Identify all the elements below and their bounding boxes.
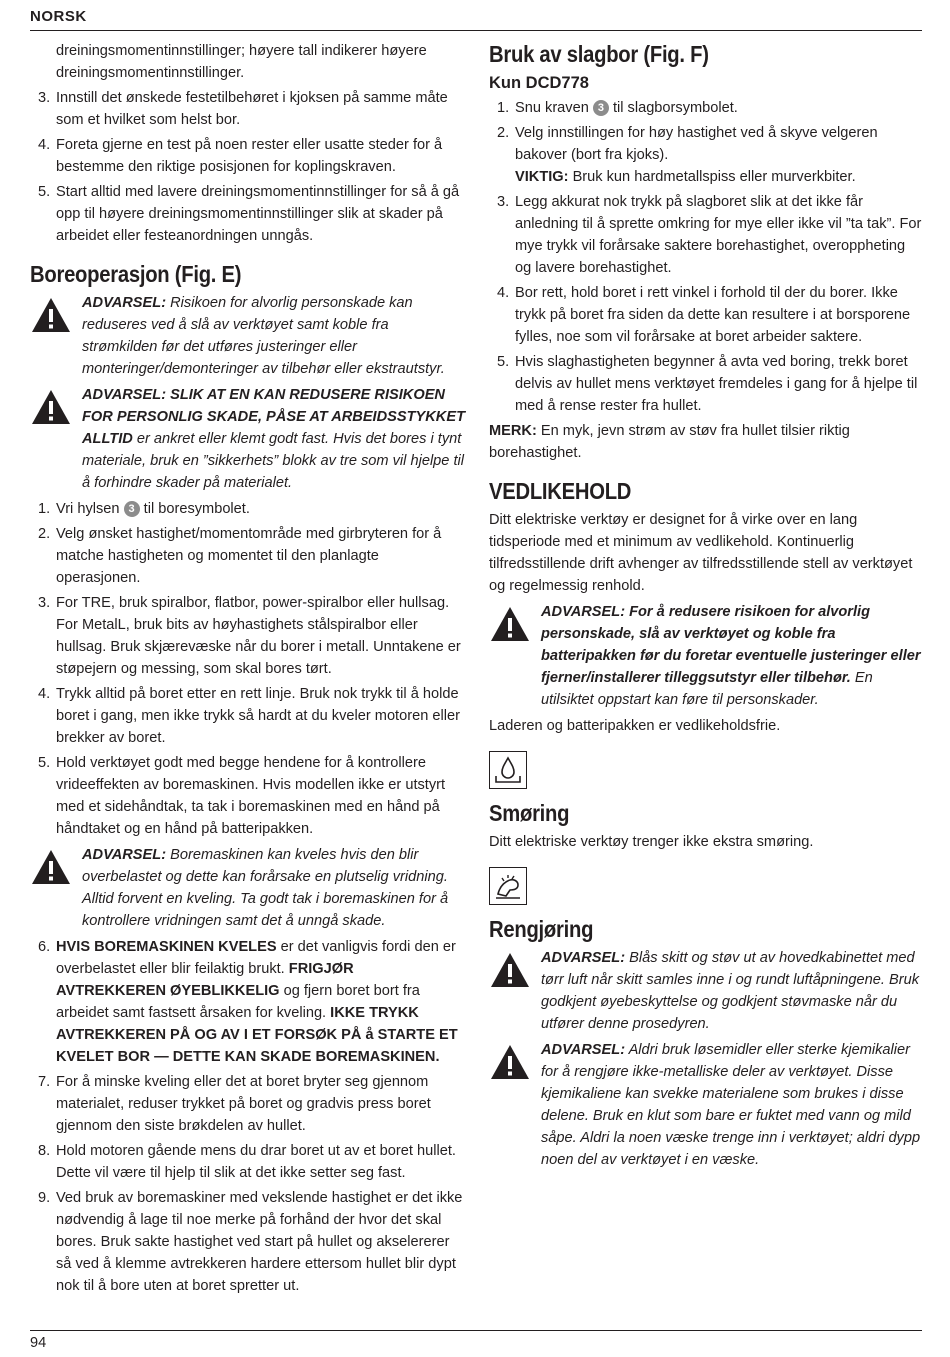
warning-block: ADVARSEL: Boremaskinen kan kveles hvis den blir overbelastet og dette kan forårsake en plutselig vridning. Alltid forvent en kveling. Ta godt tak i boremaskinen for å kontrollere vridningen samt det å unngå skade. xyxy=(30,844,466,932)
warning-triangle-icon xyxy=(30,848,72,886)
maintenance-paragraph: Ditt elektriske verktøy er designet for å virke over en lang tidsperiode med et minimum av vedlikehold. Kontinuerlig tilfredsstillende drift avhenger av tilfredsstillende stell av verktøyet og regelmessig renhold. xyxy=(489,512,913,594)
list-item: 3. Legg akkurat nok trykk på slagboret slik at det ikke får anledning til å sprette omkring for mye eller ikke vil ”ta tak”. For mye trykk vil forårsake saktere borehastighet, overoppheting og lavere borehastighet. xyxy=(497,194,922,276)
important-label: VIKTIG: xyxy=(515,169,569,185)
list-item: 2. Velg ønsket hastighet/momentområde med girbryteren for å matche hastigheten og momentet til den planlagte operasjonen. xyxy=(38,526,442,586)
list-item: 8. Hold motoren gående mens du drar boret ut av et boret hullet. Dette vil være til hjelp til slik at det ikke setter seg fast. xyxy=(38,1143,456,1181)
note-paragraph: MERK: En myk, jevn strøm av støv fra hullet tilsier riktig borehastighet. xyxy=(489,423,850,461)
heading-smoring: Smøring xyxy=(489,800,570,826)
warning-block: ADVARSEL: Blås skitt og støv ut av hovedkabinettet med tørr luft når skitt samles inne i og rundt luftåpningene. Bruk godkjent øyebeskyttelse og godkjent støvmaske når du utfører denne prosedyren. xyxy=(489,947,923,1035)
list-drilling-steps xyxy=(30,498,466,840)
list-item: 6. HVIS BOREMASKINEN KVELES er det vanligvis fordi den er overbelastet eller blir feilaktig brukt. FRIGJØR AVTREKKEREN ØYEBLIKKELIG og fjern boret bort fra arbeidet samt fastsett årsaken for kveling. IKKE TRYKK AVTREKKEREN PÅ OG AV I ET FORSØK PÅ å STARTE ET KVELET BOR — DETTE KAN SKADE BOREMASKINEN. xyxy=(38,939,458,1065)
list-item: 3. Innstill det ønskede festetilbehøret i kjoksen på samme måte som et hvilket som helst bor. xyxy=(38,90,448,128)
list-item: 5. Start alltid med lavere dreiningsmomentinnstillinger for så å gå opp til høyere dreiningsmomentinnstillinger slik at skader på arbeidet eller festeanordningen unngås. xyxy=(38,184,460,244)
list-item: 9. Ved bruk av boremaskiner med vekslende hastighet er det ikke nødvendig å lage til noe merke på forhånd der hvor det skal bores. Bruk sakte hastighet ved start på hullet og akselererer så ved å klemme avtrekkeren hardere ettersom hullet blir dypt nok til å bore uten at boret spretter ut. xyxy=(38,1190,463,1294)
warning-label: ADVARSEL: xyxy=(541,1042,626,1058)
callout-badge: 3 xyxy=(593,100,609,116)
list-item: 2. Velg innstillingen for høy hastighet ved å skyve velgeren bakover (bort fra kjoks). VIKTIG: Bruk kun hardmetallspiss eller murverkbiter. xyxy=(497,125,878,185)
warning-triangle-icon xyxy=(489,605,531,643)
warning-label: ADVARSEL: xyxy=(541,950,626,966)
list-item: 1. Snu kraven 3 til slagborsymbolet. xyxy=(497,100,738,116)
list-item: 5. Hold verktøyet godt med begge hendene for å kontrollere vrideeffekten av boremaskinen. Hvis modellen ikke er utstyrt med et sidehåndtak, ta tak i boremaskinen med en hånd på håndtaket og en hånd på batteripakken. xyxy=(38,755,446,837)
warning-block: ADVARSEL: For å redusere risikoen for alvorlig personskade, slå av verktøyet og koble fra batteripakken før du foretar eventuelle justeringer eller fjerner/installerer tilleggsutstyr eller tilbehør. En utilsiktet oppstart kan føre til personskader. xyxy=(489,601,923,711)
list-item: 4. Trykk alltid på boret etter en rett linje. Bruk nok trykk til å holde boret i gang, men ikke trykk så hardt at du kveler motoren eller brekker av boret. xyxy=(38,686,460,746)
language-label: NORSK xyxy=(30,8,87,25)
heading-rengjoring: Rengjøring xyxy=(489,916,594,942)
list-item: 4. Foreta gjerne en test på noen rester eller usatte steder for å bestemme den riktige posisjonen for koplingskraven. xyxy=(38,137,443,175)
heading-vedlikehold: VEDLIKEHOLD xyxy=(489,478,632,504)
list-stall-steps xyxy=(30,936,466,1297)
warning-label: ADVARSEL: xyxy=(82,847,167,863)
warning-label: ADVARSEL: SLIK AT EN KAN REDUSERE RISIKOEN FOR PERSONLIG SKADE, PÅSE AT ARBEIDSSTYKKET ALLTID xyxy=(82,387,465,447)
lubrication-paragraph: Ditt elektriske verktøy trenger ikke ekstra smøring. xyxy=(489,834,814,850)
list-item: 1. Vri hylsen 3 til boresymbolet. xyxy=(38,501,250,517)
heading-boreoperasjon: Boreoperasjon (Fig. E) xyxy=(30,261,242,287)
right-column xyxy=(489,40,923,1175)
warning-label: ADVARSEL: xyxy=(82,295,167,311)
warning-triangle-icon xyxy=(30,388,72,426)
page-number: 94 xyxy=(30,1335,47,1351)
footer-divider xyxy=(30,1330,922,1331)
continued-text: dreiningsmomentinnstillinger; høyere tall indikerer høyere dreiningsmomentinnstillinger. xyxy=(56,43,427,81)
warning-triangle-icon xyxy=(489,1043,531,1081)
warning-label: ADVARSEL: For å redusere risikoen for alvorlig personskade, slå av verktøyet og koble fra batteripakken før du foretar eventuelle justeringer eller fjerner/installerer tilleggsutstyr eller tilbehør. xyxy=(541,604,921,686)
list-item: 5. Hvis slaghastigheten begynner å avta ved boring, trekk boret delvis av hullet mens verktøyet fremdeles i gang for å hjelpe til med å rense rester fra hullet. xyxy=(497,354,918,414)
callout-badge: 3 xyxy=(124,501,140,517)
list-torque-steps xyxy=(30,87,466,247)
subheading-model: Kun DCD778 xyxy=(489,74,589,92)
heading-slagbor: Bruk av slagbor (Fig. F) xyxy=(489,41,709,67)
list-hammer-steps xyxy=(489,97,923,417)
warning-block: ADVARSEL: Risikoen for alvorlig personskade kan reduseres ved å slå av verktøyet samt koble fra strømkilden før det utføres justeringer eller monteringer/demonteringer av tilbehør eller ekstrautstyr. xyxy=(30,292,466,380)
warning-triangle-icon xyxy=(30,296,72,334)
lubrication-icon xyxy=(489,751,527,789)
page-header xyxy=(30,8,922,31)
list-item: 3. For TRE, bruk spiralbor, flatbor, power-spiralbor eller hullsag. For MetalL, bruk bits av høyhastighets stålspiralbor eller hullsag. Bruk skjærevæske når du borer i metall. Unntakene er støpejern og messing, som skal bores tørt. xyxy=(38,595,461,677)
warning-block: ADVARSEL: SLIK AT EN KAN REDUSERE RISIKOEN FOR PERSONLIG SKADE, PÅSE AT ARBEIDSSTYKKET ALLTID er ankret eller klemt godt fast. Hvis det bores i tynt materiale, bruk en ”sikkerhets” blokk av tre som vil hjelpe til å forhindre skader på materialet. xyxy=(30,384,466,494)
charger-paragraph: Laderen og batteripakken er vedlikeholdsfrie. xyxy=(489,718,781,734)
list-item: 4. Bor rett, hold boret i rett vinkel i forhold til der du borer. Ikke trykk på boret fra siden da dette kan resultere i at borsporene fylles, noe som vil forårsake at boret arbeider saktere. xyxy=(497,285,911,345)
warning-triangle-icon xyxy=(489,951,531,989)
cleaning-icon xyxy=(489,867,527,905)
warning-block: ADVARSEL: Aldri bruk løsemidler eller sterke kjemikalier for å rengjøre ikke-metalliske deler av verktøyet. Disse kjemikaliene kan svekke materialene som brukes i disse delene. Bruk en klut som bare er fuktet med vann og mild såpe. Aldri la noen væske trenge inn i verktøyet; aldri dypp noen del av verktøyet i en væske. xyxy=(489,1039,923,1171)
left-column xyxy=(30,40,466,1300)
list-item: 7. For å minske kveling eller det at boret bryter seg gjennom materialet, reduser trykket på boret og gradvis press boret gjennom den siste brøkdelen av hullet. xyxy=(38,1074,431,1134)
